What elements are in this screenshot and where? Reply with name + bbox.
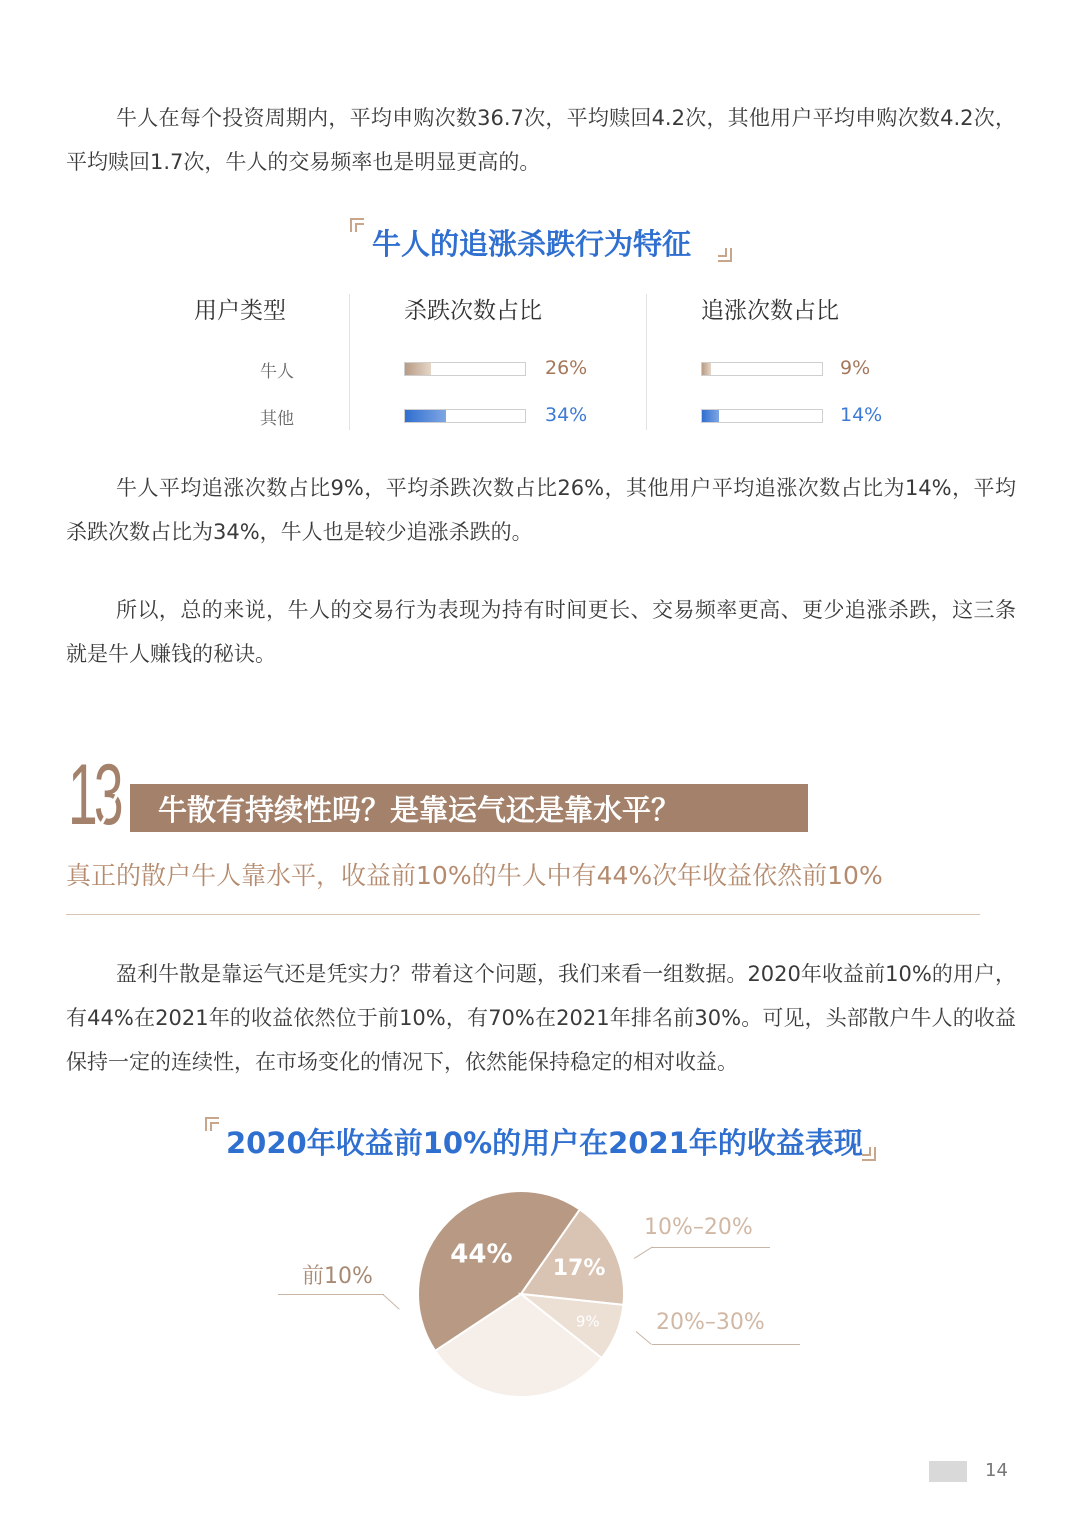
pie-slice-label-2: 17% (552, 1256, 606, 1282)
kill-bar-fill-other (405, 410, 446, 422)
legend-label-top10: 前10% (302, 1264, 373, 1289)
kill-bar-bull (404, 362, 526, 376)
chase-bar-other (701, 409, 823, 423)
bar-table-title: 牛人的追涨杀跌行为特征 (372, 227, 692, 261)
column-header-chase: 追涨次数占比 (701, 298, 839, 324)
row-label-other: 其他 (260, 409, 294, 429)
page-number: 14 (985, 1460, 1008, 1481)
chase-bar-bull (701, 362, 823, 376)
column-header-kill: 杀跌次数占比 (404, 298, 542, 324)
chase-pct-other: 14% (840, 404, 883, 426)
subtitle-divider (66, 914, 980, 915)
section-subtitle: 真正的散户牛人靠水平，收益前10%的牛人中有44%次年收益依然前10% (66, 861, 883, 890)
title-bracket-open (205, 1117, 219, 1131)
paragraph-trading-frequency: 牛人在每个投资周期内，平均申购次数36.7次，平均赎回4.2次，其他用户平均申购次数4.2次，平均赎回1.7次，牛人的交易频率也是明显更高的。 (66, 106, 1016, 174)
kill-pct-other: 34% (545, 404, 588, 426)
legend-label-20-30: 20%–30% (656, 1310, 765, 1335)
paragraph-persistence: 盈利牛散是靠运气还是凭实力？带着这个问题，我们来看一组数据。2020年收益前10%的用户，有44%在2021年的收益依然位于前10%，有70%在2021年排名前30%。可见，头部散户牛人的收益保持一定的连续性，在市场变化的情况下，依然能保持稳定的相对收益。 (66, 962, 1016, 1074)
kill-pct-bull: 26% (545, 357, 588, 379)
page-number-box (929, 1461, 967, 1482)
title-bracket-open (350, 218, 364, 232)
leader-line (652, 1344, 800, 1345)
column-header-user-type: 用户类型 (194, 298, 286, 324)
title-bracket-close (718, 248, 732, 262)
section-number: 13 (68, 747, 120, 843)
kill-bar-fill-bull (405, 363, 431, 375)
kill-bar-other (404, 409, 526, 423)
leader-line (652, 1247, 770, 1248)
leader-line (278, 1294, 384, 1295)
column-divider (646, 294, 647, 430)
section-title-band (130, 784, 808, 832)
pie-slice-label-1: 44% (450, 1239, 513, 1270)
pie-slice-label-3: 9% (575, 1312, 600, 1331)
chase-bar-fill-other (702, 410, 719, 422)
paragraph-chase-kill: 牛人平均追涨次数占比9%，平均杀跌次数占比26%，其他用户平均追涨次数占比为14%，平均杀跌次数占比为34%，牛人也是较少追涨杀跌的。 (66, 476, 1016, 544)
row-label-bull: 牛人 (260, 362, 294, 382)
legend-label-10-20: 10%–20% (644, 1215, 753, 1240)
paragraph-summary: 所以，总的来说，牛人的交易行为表现为持有时间更长、交易频率更高、更少追涨杀跌，这三条就是牛人赚钱的秘诀。 (66, 598, 1016, 666)
column-divider (349, 294, 350, 430)
section-title: 牛散有持续性吗？是靠运气还是靠水平？ (158, 793, 681, 827)
chase-bar-fill-bull (702, 363, 711, 375)
chase-pct-bull: 9% (840, 357, 871, 379)
pie-chart-title: 2020年收益前10%的用户在2021年的收益表现 (226, 1126, 863, 1160)
title-bracket-close (862, 1147, 876, 1161)
pie-chart (0, 1190, 1080, 1450)
